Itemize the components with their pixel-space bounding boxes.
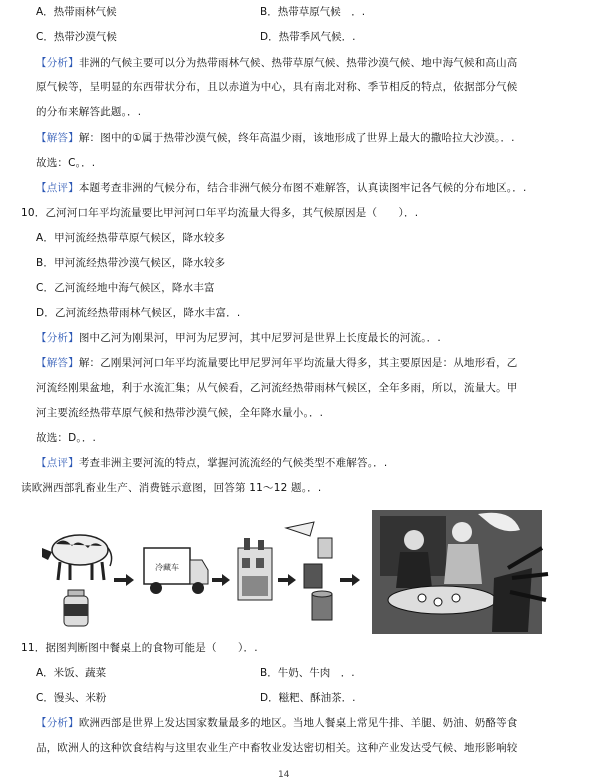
q10-analysis — [36, 331, 441, 345]
dairy-products-image — [286, 522, 332, 620]
dairy-factory-image — [238, 538, 272, 600]
q10-answer-line3: 河主要流经热带草原气候和热带沙漠气候，全年降水量小。．. — [36, 407, 324, 419]
q10-answer-text: 解：乙刚果河河口年平均流量要比甲尼罗河年平均流量大得多，其主要原因是：从地形看，乙 — [78, 357, 518, 369]
cow-image — [42, 535, 112, 580]
q9-option-b: B．热带草原气候 ．. — [260, 6, 366, 18]
milk-can-image — [64, 590, 88, 626]
analysis-tag: 【分析】 — [36, 717, 79, 729]
arrow-icon — [212, 574, 230, 586]
analysis-tag: 【分析】 — [36, 332, 79, 344]
q9-option-c: C．热带沙漠气候 — [36, 31, 117, 43]
q10-analysis-text: 图中乙河为刚果河，甲河为尼罗河，其中尼罗河是世界上长度最长的河流。．. — [78, 332, 441, 344]
refrigerated-truck-image — [144, 548, 208, 594]
q10-option-d: D．乙河流经热带雨林气候区，降水丰富．. — [36, 307, 241, 319]
arrow-icon — [114, 574, 134, 586]
q9-analysis-line1 — [36, 56, 518, 70]
answer-tag: 【解答】 — [36, 357, 79, 369]
q11-analysis-text: 欧洲西部是世界上发达国家数量最多的地区。当地人餐桌上常见牛排、羊腿、奶油、奶酪等食 — [78, 717, 518, 729]
page-number: 14 — [278, 770, 290, 780]
q10-option-a: A．甲河流经热带草原气候区，降水较多 — [36, 232, 226, 244]
q9-answer-line1 — [36, 131, 515, 145]
q9-comment-text: 本题考查非洲的气候分布，结合非洲气候分布图不难解答，认真读图牢记各气候的分布地区。．. — [78, 182, 527, 194]
figure-intro: 读欧洲西部乳畜业生产、消费链示意图，回答第 11～12 题。．. — [21, 482, 322, 494]
q10-comment — [36, 456, 387, 470]
comment-tag: 【点评】 — [36, 182, 79, 194]
analysis-tag: 【分析】 — [36, 57, 79, 69]
comment-tag: 【点评】 — [36, 457, 79, 469]
dairy-chain-figure — [42, 508, 552, 636]
q10-comment-text: 考查非洲主要河流的特点，掌握河流流经的气候类型不难解答。．. — [78, 457, 388, 469]
q10-answer-line1 — [36, 356, 518, 370]
q10-stem: 10．乙河河口年平均流量要比甲河河口年平均流量大得多，其气候原因是（ ）．. — [21, 207, 419, 219]
dining-scene-image — [372, 510, 548, 634]
q9-option-a: A．热带雨林气候 — [36, 6, 117, 18]
q9-comment — [36, 181, 527, 195]
answer-tag: 【解答】 — [36, 132, 79, 144]
q9-option-d: D．热带季风气候．. — [260, 31, 356, 43]
q10-option-b: B．甲河流经热带沙漠气候区，降水较多 — [36, 257, 226, 269]
q10-conclusion: 故选：D。．. — [36, 432, 97, 444]
q11-analysis-line2: 品，欧洲人的这种饮食结构与这里农业生产中畜牧业发达密切相关。这种产业发达受气候、地形影响较 — [36, 742, 518, 754]
q11-option-b: B．牛奶、牛肉 ．. — [260, 667, 355, 679]
q11-stem: 11．据图判断图中餐桌上的食物可能是（ ）．. — [21, 642, 258, 654]
q11-option-c: C．馒头、米粉 — [36, 692, 107, 704]
arrow-icon — [340, 574, 360, 586]
q9-conclusion: 故选：C。．. — [36, 157, 96, 169]
q9-analysis-line3: 的分布来解答此题。．. — [36, 106, 142, 118]
truck-label: 冷藏车 — [155, 563, 179, 572]
q9-analysis-text: 非洲的气候主要可以分为热带雨林气候、热带草原气候、热带沙漠气候、地中海气候和高山高 — [78, 57, 518, 69]
q11-option-a: A．米饭、蔬菜 — [36, 667, 107, 679]
q9-answer-text: 解：图中的①属于热带沙漠气候，终年高温少雨，该地形成了世界上最大的撒哈拉大沙漠。．. — [78, 132, 515, 144]
q11-analysis-line1 — [36, 716, 518, 730]
q9-analysis-line2: 原气候等，呈明显的东西带状分布，且以赤道为中心，具有南北对称、季节相反的特点，依据部分气候 — [36, 81, 518, 93]
arrow-icon — [278, 574, 296, 586]
q11-option-d: D．糍粑、酥油茶．. — [260, 692, 356, 704]
q10-option-c: C．乙河流经地中海气候区，降水丰富 — [36, 282, 215, 294]
q10-answer-line2: 河流经刚果盆地，利于水流汇集；从气候看，乙河流经热带雨林气候区，全年多雨，所以，流量大。甲 — [36, 382, 518, 394]
